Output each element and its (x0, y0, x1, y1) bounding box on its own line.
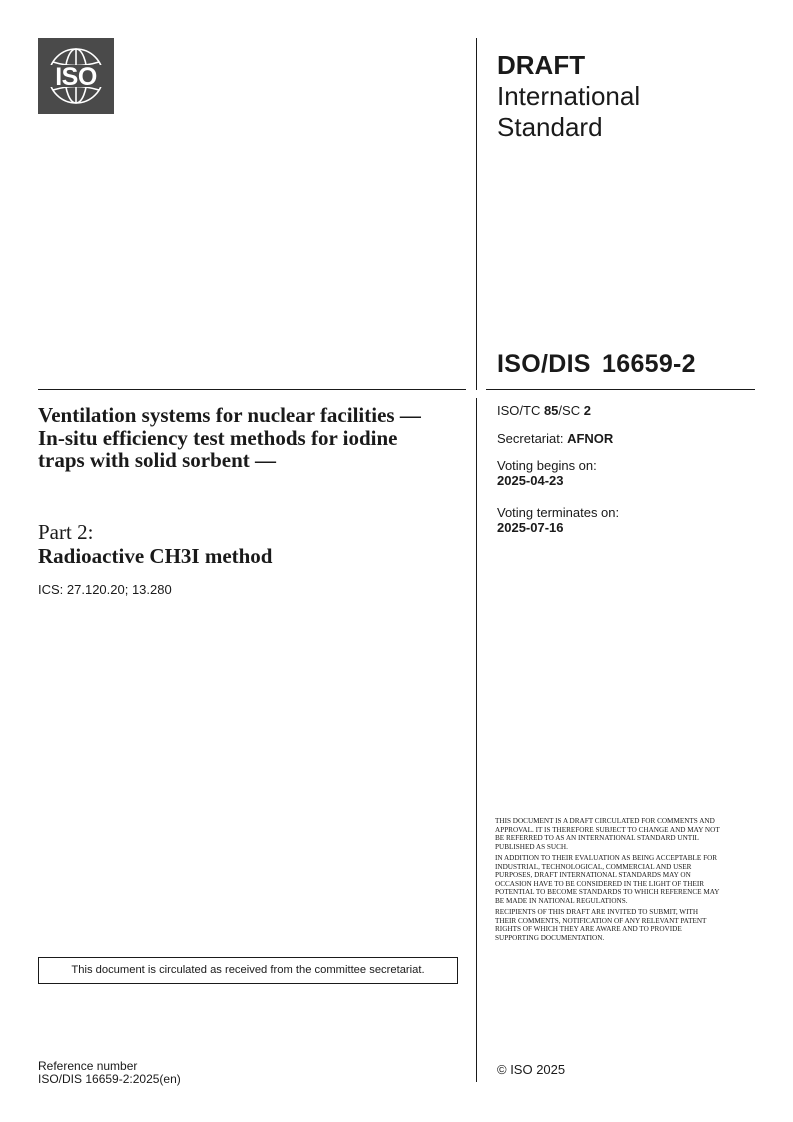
copyright: © ISO 2025 (497, 1062, 566, 1077)
iso-logo (38, 38, 114, 114)
voting-begins-label: Voting begins on: (497, 458, 597, 473)
technical-committee (497, 403, 591, 418)
tc-number: 85 (543, 403, 559, 418)
doc-type-international: International (497, 81, 641, 111)
disclaimer-paragraph-1: THIS DOCUMENT IS A DRAFT CIRCULATED FOR COMMENTS AND APPROVAL. IT IS THEREFORE SUBJECT TO CHANGE AND MAY NOT BE REFERRED TO AS AN INTERNATIONAL STANDARD UNTIL PUBLISHED AS SUCH. (495, 817, 720, 851)
draft-disclaimer (495, 817, 720, 945)
secretariat-value: AFNOR (567, 431, 614, 446)
vertical-divider-top (476, 38, 477, 390)
document-type (497, 50, 747, 143)
vertical-divider-bottom (476, 398, 477, 1082)
secretariat (497, 431, 613, 446)
circulation-note: This document is circulated as received from the committee secretariat. (38, 957, 458, 984)
horizontal-divider-left (38, 389, 466, 390)
horizontal-divider-right (486, 389, 755, 390)
doc-type-standard: Standard (497, 112, 603, 142)
doc-type-draft: DRAFT (497, 50, 586, 80)
document-title: Ventilation systems for nuclear facilities — In-situ efficiency test methods for iodine traps with solid sorbent — (38, 403, 421, 472)
sc-prefix: /SC (558, 403, 584, 418)
disclaimer-paragraph-2: IN ADDITION TO THEIR EVALUATION AS BEING ACCEPTABLE FOR INDUSTRIAL, TECHNOLOGICAL, COMMERCIAL AND USER PURPOSES, DRAFT INTERNATIONAL STANDARDS MAY ON OCCASION HAVE TO BE CONSIDERED IN THE LIGHT OF THEIR POTENTIAL TO BECOME STANDARDS TO WHICH REFERENCE MAY BE MADE IN NATIONAL REGULATIONS. (495, 854, 720, 905)
ics-codes: ICS: 27.120.20; 13.280 (38, 582, 172, 597)
voting-begins (497, 458, 597, 488)
disclaimer-paragraph-3: RECIPIENTS OF THIS DRAFT ARE INVITED TO SUBMIT, WITH THEIR COMMENTS, NOTIFICATION OF ANY RELEVANT PATENT RIGHTS OF WHICH THEY ARE AWARE AND TO PROVIDE SUPPORTING DOCUMENTATION. (495, 908, 707, 942)
iso-globe-icon (38, 38, 114, 114)
voting-terminates-value: 2025-07-16 (497, 520, 564, 535)
voting-terminates (497, 505, 619, 535)
reference-label: Reference number (38, 1059, 138, 1073)
sc-number: 2 (583, 403, 591, 418)
part-label: Part 2: (38, 520, 94, 544)
reference-value: ISO/DIS 16659-2:2025(en) (38, 1072, 181, 1086)
reference-number (38, 1060, 181, 1086)
tc-prefix: ISO/TC (497, 403, 544, 418)
document-number: ISO/DIS 16659-2 (497, 350, 696, 378)
secretariat-label: Secretariat: (497, 431, 568, 446)
iso-logo-text: ISO (55, 63, 97, 91)
part-title: Radioactive CH3I method (38, 544, 273, 568)
voting-begins-value: 2025-04-23 (497, 473, 564, 488)
voting-terminates-label: Voting terminates on: (497, 505, 620, 520)
